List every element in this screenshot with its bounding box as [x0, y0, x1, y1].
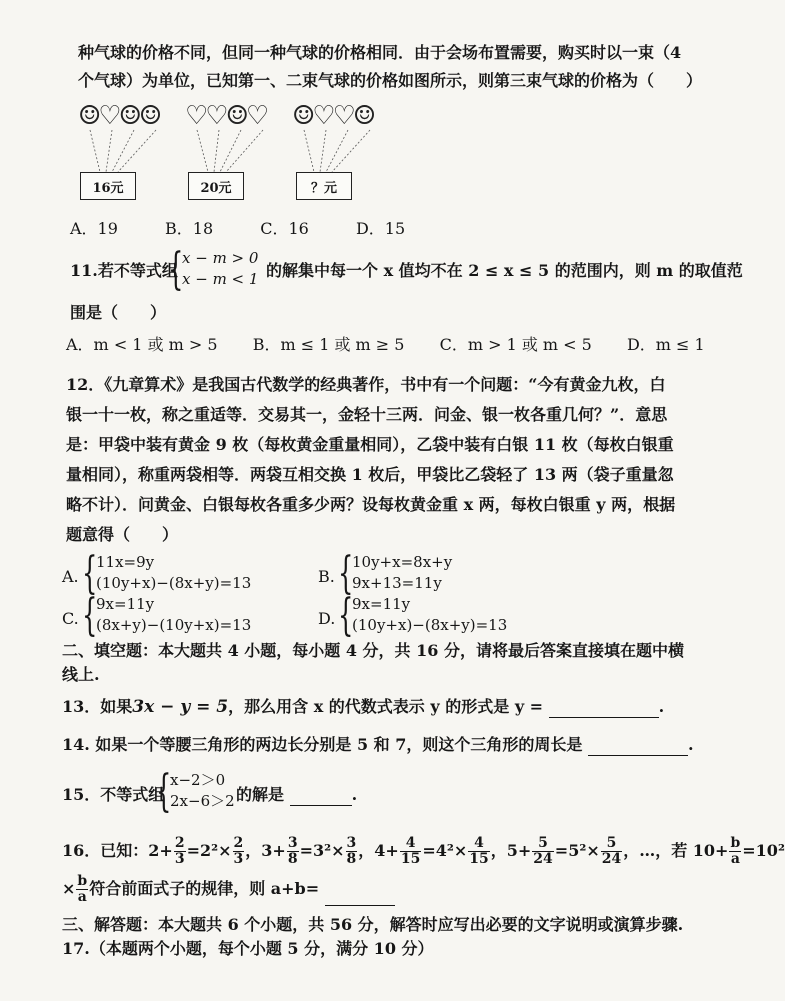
q12-option-c-eq2: (8x+y)−(10y+x)=13: [96, 616, 252, 634]
q12-line1: 12．《九章算术》是我国古代数学的经典著作，书中有一个问题：“今有黄金九枚，白: [66, 375, 666, 394]
q11-prefix: 11.若不等式组: [70, 261, 178, 280]
q16-fraction-1: $\frac{2}{3}$: [174, 835, 185, 867]
q12-option-a-eq2: (10y+x)−(8x+y)=13: [96, 574, 252, 592]
q11-system-line1: x − m > 0: [182, 249, 259, 267]
q16-line2-times: ×: [62, 879, 76, 898]
q16-fraction-4b: $\frac{5}{24}$: [601, 835, 622, 867]
q11-option-a: A．m < 1 或 m > 5: [66, 335, 218, 354]
q10-options: [70, 218, 447, 240]
q10-line2: 个气球）为单位，已知第一、二束气球的价格如图所示，则第三束气球的价格为（ ）: [78, 71, 703, 90]
q12-option-c-eq1: 9x=11y: [96, 595, 155, 613]
q16-fraction-3: $\frac{4}{15}$: [400, 835, 421, 867]
q12-option-c-label: C.: [62, 609, 79, 628]
q12-line6: 题意得（ ）: [66, 525, 179, 544]
q12-option-b-system: [352, 552, 452, 594]
q10-option-c: C．16: [260, 219, 309, 238]
q15-suffix-line: 的解是 .: [236, 785, 358, 804]
q15-system: [170, 770, 235, 812]
q16-fraction-2: $\frac{3}{8}$: [287, 835, 298, 867]
q16-term3a: ，4+: [358, 841, 399, 860]
q16-prefix: 16．已知：: [62, 841, 149, 860]
q11-line2: 围是（ ）: [70, 303, 167, 322]
q12-option-b-eq1: 10y+x=8x+y: [352, 553, 453, 571]
q12-option-c-brace: {: [82, 590, 98, 641]
q16-term1a: 2+: [148, 841, 173, 860]
q16-fraction-3b: $\frac{4}{15}$: [469, 835, 489, 867]
q13-question: 13．如果3x − y = 5，那么用含 x 的代数式表示 y 的形式是 y = .: [62, 697, 665, 717]
q12-option-d-brace: {: [338, 590, 354, 641]
q16-term1b: =2²×: [186, 841, 232, 860]
price-box-1: 16元: [80, 172, 136, 200]
q16-line2: [62, 872, 395, 906]
q11-option-c: C．m > 1 或 m < 5: [439, 335, 592, 354]
q14-question: 14. 如果一个等腰三角形的两边长分别是 5 和 7，则这个三角形的周长是 .: [62, 735, 694, 754]
q14-text: 14. 如果一个等腰三角形的两边长分别是 5 和 7，则这个三角形的周长是: [62, 735, 583, 754]
balloon-bundle-2: ♡♡☺♡: [185, 101, 267, 131]
q16-term2a: ，3+: [245, 841, 286, 860]
q12-option-d-eq2: (10y+x)−(8x+y)=13: [352, 616, 508, 634]
q15-suffix: 的解是: [236, 785, 285, 804]
section3-heading: 三、解答题：本大题共 6 个小题，共 56 分，解答时应写出必要的文字说明或演算步骤.: [62, 915, 684, 934]
q16-line2-text: 符合前面式子的规律，则 a+b=: [89, 879, 320, 898]
q13-answer-blank[interactable]: [549, 701, 659, 718]
q16-answer-blank[interactable]: [325, 889, 395, 906]
q12-line5: 略不计）．问黄金、白银每枚各重多少两？设每枚黄金重 x 两，每枚白银重 y 两，根据: [66, 495, 676, 514]
q13-text1: 13．如果: [62, 697, 133, 716]
q12-option-a-label: A.: [62, 567, 79, 586]
q12-option-d-label: D.: [318, 609, 336, 628]
q15-system-line1: x−2＞0: [170, 771, 226, 789]
balloon-bundle-1: ☺♡☺☺: [78, 101, 160, 131]
q10-option-d: D．15: [355, 219, 406, 238]
q16-fraction-4: $\frac{5}{24}$: [533, 835, 553, 867]
balloon-bundle-3: ☺♡♡☺: [292, 101, 374, 131]
q16-term2b: =3²×: [299, 841, 345, 860]
q12-option-d-system: [352, 594, 507, 636]
q12-option-a-brace: {: [82, 548, 98, 599]
q11-option-d: D．m ≤ 1: [626, 335, 705, 354]
q16-fraction-6: $\frac{b}{a}$: [77, 873, 88, 905]
q16-term4b: =5²×: [554, 841, 600, 860]
q12-option-b-eq2: 9x+13=11y: [352, 574, 442, 592]
q16-fraction-1b: $\frac{2}{3}$: [233, 835, 244, 867]
q16-term5: ，…，若 10+: [623, 841, 729, 860]
q11-brace: {: [168, 244, 184, 295]
q11-options: [66, 334, 747, 356]
q12-option-b-brace: {: [338, 548, 354, 599]
q12-option-b-label: B.: [318, 567, 335, 586]
q16-fraction-5: $\frac{b}{a}$: [730, 835, 741, 867]
q10-line1: 种气球的价格不同，但同一种气球的价格相同．由于会场布置需要，购买时以一束（4: [78, 43, 682, 62]
q16-term4a: ，5+: [490, 841, 532, 860]
q12-line2: 银一十一枚，称之重适等．交易其一，金轻十三两．问金、银一枚各重几何？”．意思: [66, 405, 668, 424]
q16-line1: [62, 834, 785, 868]
q12-option-a-eq1: 11x=9y: [96, 553, 155, 571]
q14-answer-blank[interactable]: [588, 739, 688, 756]
q16-fraction-2b: $\frac{3}{8}$: [346, 835, 357, 867]
q12-line3: 是：甲袋中装有黄金 9 枚（每枚黄金重量相同），乙袋中装有白银 11 枚（每枚白银重: [66, 435, 674, 454]
q11-option-b: B．m ≤ 1 或 m ≥ 5: [252, 335, 405, 354]
section2-heading-line1: 二、填空题：本大题共 4 小题，每小题 4 分，共 16 分，请将最后答案直接填在题中横: [62, 641, 684, 660]
q15-answer-blank[interactable]: [290, 789, 352, 806]
price-box-2: 20元: [188, 172, 244, 200]
q12-line4: 量相同），称重两袋相等．两袋互相交换 1 枚后，甲袋比乙袋轻了 13 两（袋子重量忽: [66, 465, 674, 484]
q16-term3b: =4²×: [422, 841, 468, 860]
q11-system-line2: x − m < 1: [182, 270, 259, 288]
q13-equation: 3x − y = 5: [132, 697, 229, 717]
section2-heading-line2: 线上.: [62, 665, 100, 684]
q16-term6: =10²: [742, 841, 785, 860]
q12-option-c-system: [96, 594, 251, 636]
q12-option-a-system: [96, 552, 251, 594]
q11-system: [182, 248, 258, 290]
q15-prefix: 15．不等式组: [62, 785, 165, 804]
q15-brace: {: [156, 766, 172, 817]
q15-system-line2: 2x−6＞2: [170, 792, 235, 810]
q10-option-b: B．18: [165, 219, 214, 238]
q13-text2: ，那么用含 x 的代数式表示 y 的形式是 y =: [228, 697, 544, 716]
q17-heading: 17.（本题两个小题，每个小题 5 分，满分 10 分）: [62, 939, 434, 958]
price-box-3: ？元: [296, 172, 352, 200]
q12-option-d-eq1: 9x=11y: [352, 595, 411, 613]
q10-option-a: A．19: [70, 219, 118, 238]
q11-suffix: 的解集中每一个 x 值均不在 2 ≤ x ≤ 5 的范围内，则 m 的取值范: [266, 261, 743, 280]
